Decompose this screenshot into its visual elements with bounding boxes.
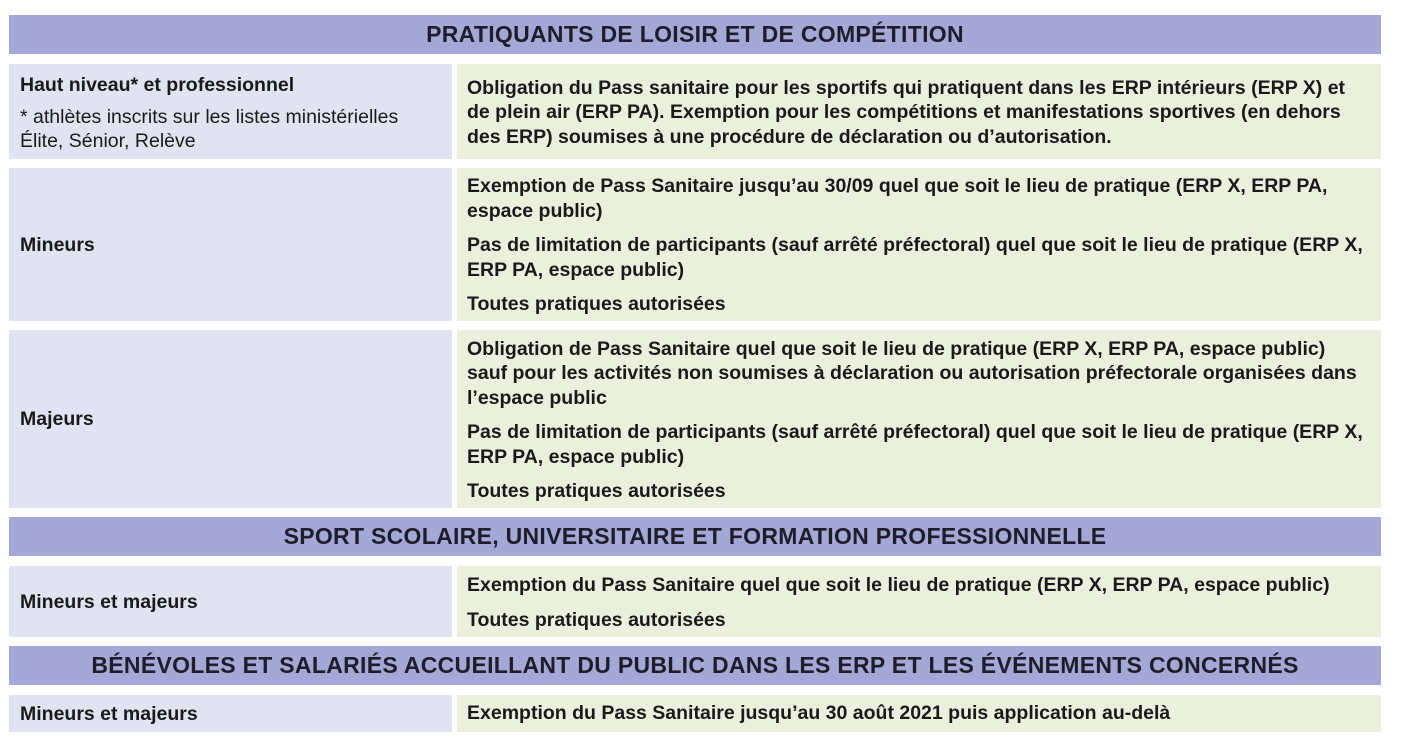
row-paragraph: Obligation du Pass sanitaire pour les sportifs qui pratiquent dans les ERP intérieurs (ERP X) et de plein air (ERP PA). Exemption pour les compétitions et manifestations sportives (en dehors des ERP) soumises à une procédure de déclaration ou d’autorisation.: [467, 76, 1346, 148]
row-label-cell: [9, 64, 452, 159]
row-paragraph: Toutes pratiques autorisées: [467, 608, 726, 631]
row-label-cell: [9, 330, 452, 508]
row-paragraph: Exemption du Pass Sanitaire jusqu’au 30 août 2021 puis application au-delà: [467, 702, 1171, 725]
row-description-cell: [457, 64, 1381, 159]
row-description-cell: [457, 330, 1381, 508]
table-row-mineurs-majeurs-benevoles: [9, 695, 1381, 732]
row-label-cell: [9, 695, 452, 732]
section-header-benevoles-salaries: BÉNÉVOLES ET SALARIÉS ACCUEILLANT DU PUBLIC DANS LES ERP ET LES ÉVÉNEMENTS CONCERNÉS: [9, 646, 1381, 685]
row-label: Majeurs: [20, 408, 94, 430]
row-paragraph: Exemption de Pass Sanitaire jusqu’au 30/09 quel que soit le lieu de pratique (ERP X, ERP PA, espace public): [467, 175, 1328, 222]
row-footnote: * athlètes inscrits sur les listes ministérielles Élite, Sénior, Relève: [20, 106, 399, 152]
table-row-haut-niveau: [9, 64, 1381, 159]
row-paragraph: Exemption du Pass Sanitaire quel que soit le lieu de pratique (ERP X, ERP PA, espace public): [467, 574, 1330, 596]
row-label: Mineurs et majeurs: [20, 590, 198, 613]
table-row-mineurs-majeurs-scolaire: [9, 566, 1381, 637]
row-label-cell: [9, 168, 452, 321]
row-description-cell: [457, 168, 1381, 321]
section-header-loisir-competition: PRATIQUANTS DE LOISIR ET DE COMPÉTITION: [9, 15, 1381, 54]
row-label: Mineurs et majeurs: [20, 702, 198, 725]
row-paragraph: Pas de limitation de participants (sauf arrêté préfectoral) quel que soit le lieu de pratique (ERP X, ERP PA, espace public): [467, 234, 1363, 281]
row-paragraph: Toutes pratiques autorisées: [467, 293, 726, 316]
rules-table: [9, 15, 1381, 732]
row-paragraph: Toutes pratiques autorisées: [467, 480, 726, 502]
row-description-cell: [457, 695, 1381, 732]
row-paragraph: Obligation de Pass Sanitaire quel que soit le lieu de pratique (ERP X, ERP PA, espace public) sauf pour les activités non soumises à déclaration ou autorisation préfectorale organisées dans l’espace public: [467, 337, 1357, 409]
section-header-sport-scolaire: SPORT SCOLAIRE, UNIVERSITAIRE ET FORMATION PROFESSIONNELLE: [9, 517, 1381, 556]
row-label: Mineurs: [20, 233, 95, 256]
table-row-mineurs: [9, 168, 1381, 321]
table-row-majeurs: [9, 330, 1381, 508]
row-label: Haut niveau* et professionnel: [20, 74, 295, 96]
row-description-cell: [457, 566, 1381, 637]
row-label-cell: [9, 566, 452, 637]
row-paragraph: Pas de limitation de participants (sauf arrêté préfectoral) quel que soit le lieu de pratique (ERP X, ERP PA, espace public): [467, 421, 1363, 468]
